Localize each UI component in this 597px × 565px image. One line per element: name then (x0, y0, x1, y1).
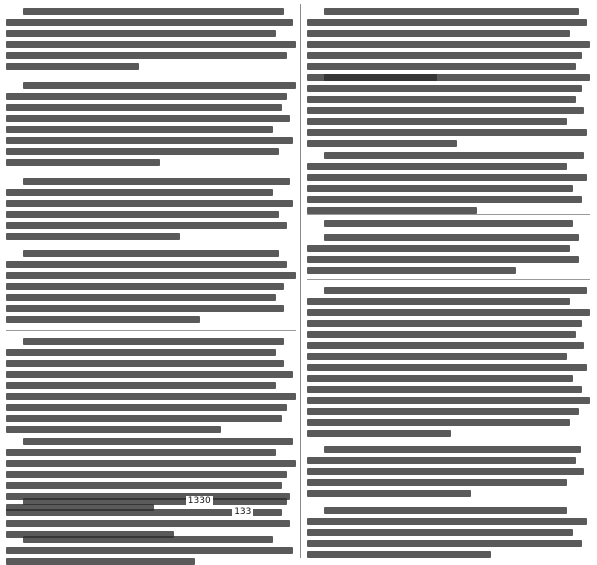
paragraph (6, 6, 296, 74)
text-line (307, 397, 590, 404)
paragraph (307, 285, 590, 439)
text-line (6, 482, 282, 489)
paragraph (307, 218, 590, 229)
paragraph (307, 232, 590, 278)
text-line (6, 41, 296, 48)
text-line (307, 185, 573, 192)
text-line (23, 8, 284, 15)
text-line (6, 148, 279, 155)
text-line (307, 96, 576, 103)
text-line (23, 536, 272, 543)
text-line (307, 331, 576, 338)
text-line (6, 126, 273, 133)
column-divider (300, 4, 301, 558)
text-line (6, 233, 180, 240)
section-rule (307, 279, 590, 280)
paragraph-number: 1330 (187, 496, 211, 506)
text-line (6, 305, 284, 312)
text-line (307, 207, 477, 214)
text-line (307, 196, 582, 203)
text-line (6, 261, 287, 268)
text-line (6, 471, 287, 478)
text-line (324, 234, 579, 241)
text-line (6, 137, 293, 144)
text-line (307, 320, 582, 327)
text-line (324, 220, 573, 227)
paragraph-number: 133 (234, 507, 252, 517)
text-line (307, 457, 576, 464)
text-line (6, 382, 276, 389)
text-line (324, 446, 582, 453)
text-line (6, 404, 287, 411)
text-line (6, 283, 284, 290)
text-line (307, 245, 570, 252)
text-line (307, 41, 590, 48)
text-line (307, 468, 584, 475)
text-line (6, 200, 293, 207)
text-line (307, 267, 516, 274)
text-line (6, 520, 290, 527)
text-line (307, 174, 587, 181)
text-line (307, 408, 579, 415)
text-line (6, 294, 276, 301)
text-line (6, 211, 279, 218)
text-line (6, 316, 200, 323)
text-line (324, 287, 587, 294)
text-line (307, 490, 471, 497)
paragraph (6, 336, 296, 437)
text-line (324, 507, 567, 514)
paragraph (307, 505, 590, 560)
text-line (6, 30, 276, 37)
text-line (307, 163, 567, 170)
text-line (6, 52, 287, 59)
text-line (6, 547, 293, 554)
paragraph (6, 176, 296, 244)
text-line (6, 222, 287, 229)
text-line (6, 426, 221, 433)
text-line (6, 371, 293, 378)
paragraph (6, 80, 296, 170)
text-line (307, 419, 570, 426)
text-line (307, 52, 582, 59)
text-line (6, 360, 284, 367)
text-line (6, 460, 296, 467)
text-line (324, 8, 579, 15)
paragraph (307, 72, 590, 151)
text-line (307, 479, 567, 486)
paragraph (307, 150, 590, 218)
text-line (307, 386, 582, 393)
text-line (6, 19, 293, 26)
text-line (307, 375, 573, 382)
text-line (307, 540, 582, 547)
text-line (307, 430, 451, 437)
text-line (6, 415, 282, 422)
text-line (307, 518, 587, 525)
text-line (307, 256, 579, 263)
text-line (307, 19, 587, 26)
text-line (307, 63, 576, 70)
text-line (307, 298, 570, 305)
text-line (6, 393, 296, 400)
text-line (23, 338, 284, 345)
paragraph (307, 444, 590, 499)
text-line (23, 250, 278, 257)
text-line (6, 189, 273, 196)
text-line (307, 118, 567, 125)
text-line (23, 498, 287, 505)
text-line (23, 438, 293, 445)
text-line (23, 178, 290, 185)
text-line (307, 140, 457, 147)
text-line (23, 82, 296, 89)
text-line (6, 115, 290, 122)
text-line (324, 74, 590, 81)
text-line (307, 30, 570, 37)
text-line (6, 159, 160, 166)
text-line (307, 309, 590, 316)
text-line (6, 349, 276, 356)
text-line (6, 272, 296, 279)
text-line (6, 449, 276, 456)
text-line (6, 104, 282, 111)
text-line (307, 551, 491, 558)
text-line (307, 364, 587, 371)
text-line (307, 353, 567, 360)
paragraph (6, 534, 296, 558)
section-rule (307, 214, 590, 215)
text-line (307, 85, 582, 92)
text-line (307, 129, 587, 136)
text-line (6, 93, 287, 100)
section-rule (6, 330, 296, 331)
text-line (6, 63, 139, 70)
text-line (307, 529, 573, 536)
text-line (307, 107, 584, 114)
text-line (324, 152, 584, 159)
text-line (307, 342, 584, 349)
paragraph (6, 248, 296, 327)
